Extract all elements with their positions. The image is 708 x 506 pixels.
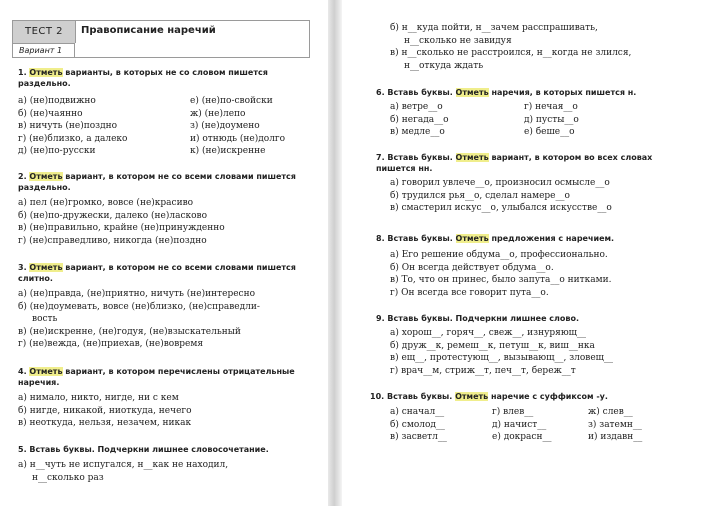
option-row bbox=[18, 108, 310, 121]
option[interactable]: в) (не)искренне, (не)годуя, (не)взыскательный bbox=[18, 326, 241, 337]
option[interactable]: в) ещ__, протестующ__, вызывающ__, зловещ__ bbox=[390, 353, 614, 363]
variant-label: Вариант 1 bbox=[13, 43, 75, 57]
option[interactable]: б) (не)по-дружески, далеко (не)ласково bbox=[18, 210, 208, 221]
question-6-text: 6. Вставь буквы. Отметь наречия, в которых пишется н. bbox=[376, 88, 637, 97]
option[interactable]: а) Его решение обдума__о, профессионально. bbox=[390, 250, 608, 260]
option[interactable]: з) (не)доумено bbox=[190, 121, 260, 131]
question-7-text: 7. Вставь буквы. Отметь вариант, в котором во всех словах пишется нн. bbox=[376, 153, 653, 173]
option-continuation: н__откуда ждать bbox=[404, 60, 484, 71]
option[interactable]: д) пусты__о bbox=[524, 114, 579, 125]
option[interactable]: д) (не)по-русски bbox=[18, 146, 96, 156]
question-2 bbox=[18, 171, 310, 247]
question-5 bbox=[18, 444, 310, 484]
option-row bbox=[18, 133, 310, 146]
option[interactable]: в) медле__о bbox=[390, 127, 445, 137]
question-3-text: 3. Отметь вариант, в котором не со всеми словами пишется слитно. bbox=[18, 263, 296, 283]
option[interactable]: г) (не)справедливо, никогда (не)поздно bbox=[18, 235, 207, 246]
option[interactable]: а) (не)правда, (не)приятно, ничуть (не)интересно bbox=[18, 289, 255, 299]
option-row bbox=[376, 126, 692, 139]
option[interactable]: е) беше__о bbox=[524, 127, 575, 137]
option[interactable]: г) нечая__о bbox=[524, 102, 578, 112]
page-title: Правописание наречий bbox=[81, 25, 216, 36]
option[interactable]: г) Он всегда все говорит пута__о. bbox=[390, 287, 549, 298]
option-row bbox=[370, 431, 692, 444]
option[interactable]: в) н__сколько не расстроился, н__когда не злился, bbox=[390, 48, 632, 58]
option-continuation: н__сколько не завидуя bbox=[404, 35, 512, 46]
option-row bbox=[376, 101, 692, 114]
question-10-text: 10. Вставь буквы. Отметь наречие с суффиксом -у. bbox=[370, 392, 608, 401]
highlight-otmet: Отметь bbox=[29, 367, 63, 376]
question-7 bbox=[376, 152, 692, 215]
option-row bbox=[18, 120, 310, 133]
question-4 bbox=[18, 366, 310, 430]
option[interactable]: б) негада__о bbox=[390, 114, 449, 125]
option[interactable]: и) издавн__ bbox=[588, 432, 643, 442]
option-row bbox=[370, 406, 692, 419]
question-5-continued bbox=[390, 22, 690, 72]
option[interactable]: в) ничуть (не)поздно bbox=[18, 121, 118, 131]
option-row bbox=[376, 114, 692, 127]
option[interactable]: в) (не)правильно, крайне (не)принужденно bbox=[18, 223, 225, 233]
option[interactable]: а) нимало, никто, нигде, ни с кем bbox=[18, 393, 179, 403]
option[interactable]: б) нигде, никакой, ниоткуда, нечего bbox=[18, 405, 192, 416]
option[interactable]: а) (не)подвижно bbox=[18, 96, 96, 106]
question-2-text: 2. Отметь вариант, в котором не со всеми словами пишется раздельно. bbox=[18, 172, 296, 192]
question-6 bbox=[376, 87, 692, 139]
right-page bbox=[342, 0, 708, 506]
left-page bbox=[0, 0, 328, 506]
highlight-otmet: Отметь bbox=[455, 153, 489, 162]
option[interactable]: б) смолод__ bbox=[390, 419, 445, 430]
question-10 bbox=[370, 391, 692, 444]
option[interactable]: в) засветл__ bbox=[390, 432, 447, 442]
option[interactable]: г) влев__ bbox=[492, 407, 534, 417]
highlight-otmet: Отметь bbox=[455, 88, 489, 97]
option[interactable]: ж) (не)лепо bbox=[190, 108, 246, 119]
question-8-text: 8. Вставь буквы. Отметь предложения с наречием. bbox=[376, 234, 615, 243]
question-1-text: 1. Отметь варианты, в которых не со словом пишется раздельно. bbox=[18, 68, 268, 88]
option[interactable]: а) хорош__, горяч__, свеж__, изнуряющ__ bbox=[390, 328, 587, 338]
option[interactable]: в) смастерил искус__о, улыбался искусстве__о bbox=[390, 203, 612, 213]
option-row bbox=[370, 419, 692, 432]
option[interactable]: г) врач__м, стриж__т, печ__т, береж__т bbox=[390, 365, 576, 376]
option[interactable]: в) неоткуда, нельзя, незачем, никак bbox=[18, 418, 192, 428]
question-9 bbox=[376, 313, 692, 377]
question-4-text: 4. Отметь вариант, в котором перечислены отрицательные наречия. bbox=[18, 367, 295, 387]
highlight-otmet: Отметь bbox=[29, 263, 63, 272]
option[interactable]: ж) слев__ bbox=[588, 407, 633, 417]
option[interactable]: з) затемн__ bbox=[588, 419, 642, 430]
option[interactable]: е) докрасн__ bbox=[492, 432, 552, 442]
option[interactable]: и) отнюдь (не)долго bbox=[190, 133, 286, 144]
option[interactable]: а) ветре__о bbox=[390, 102, 443, 112]
option[interactable]: а) пел (не)громко, вовсе (не)красиво bbox=[18, 198, 194, 208]
option[interactable]: к) (не)искренне bbox=[190, 146, 266, 156]
question-1 bbox=[18, 67, 310, 158]
book-gutter bbox=[328, 0, 342, 506]
question-8 bbox=[376, 233, 692, 299]
option[interactable]: б) друж__к, ремеш__к, петуш__к, виш__нка bbox=[390, 340, 595, 351]
option[interactable]: б) (не)доумевать, вовсе (не)близко, (не)справедли- bbox=[18, 301, 260, 312]
question-9-text: 9. Вставь буквы. Подчеркни лишнее слово. bbox=[376, 314, 580, 323]
option[interactable]: б) трудился рья__о, сделал намере__о bbox=[390, 190, 570, 201]
test-number: ТЕСТ 2 bbox=[13, 21, 76, 43]
option[interactable]: д) начист__ bbox=[492, 419, 547, 430]
question-3 bbox=[18, 262, 310, 351]
option-continuation: вость bbox=[32, 314, 58, 324]
highlight-otmet: Отметь bbox=[455, 234, 489, 243]
option[interactable]: а) сначал__ bbox=[390, 407, 445, 417]
option[interactable]: а) говорил увлече__о, произносил осмысле__о bbox=[390, 178, 610, 188]
option-row bbox=[18, 145, 310, 158]
option[interactable]: б) Он всегда действует обдума__о. bbox=[390, 262, 554, 273]
option-continuation: н__сколько раз bbox=[32, 472, 104, 483]
test-header bbox=[12, 20, 310, 58]
option-row bbox=[18, 95, 310, 108]
highlight-otmet: Отметь bbox=[29, 68, 63, 77]
question-5-text: 5. Вставь буквы. Подчеркни лишнее словосочетание. bbox=[18, 445, 269, 454]
option[interactable]: б) н__куда пойти, н__зачем расспрашивать, bbox=[390, 23, 598, 33]
highlight-otmet: Отметь bbox=[29, 172, 63, 181]
option[interactable]: а) н__чуть не испугался, н__как не находил, bbox=[18, 460, 229, 470]
option[interactable]: г) (не)вежда, (не)приехав, (не)вовремя bbox=[18, 339, 204, 349]
option[interactable]: г) (не)близко, а далеко bbox=[18, 133, 128, 144]
option[interactable]: б) (не)чаянно bbox=[18, 108, 83, 119]
highlight-otmet: Отметь bbox=[455, 392, 489, 401]
option[interactable]: в) То, что он принес, было запута__о нитками. bbox=[390, 275, 612, 285]
option[interactable]: е) (не)по-свойски bbox=[190, 96, 273, 106]
